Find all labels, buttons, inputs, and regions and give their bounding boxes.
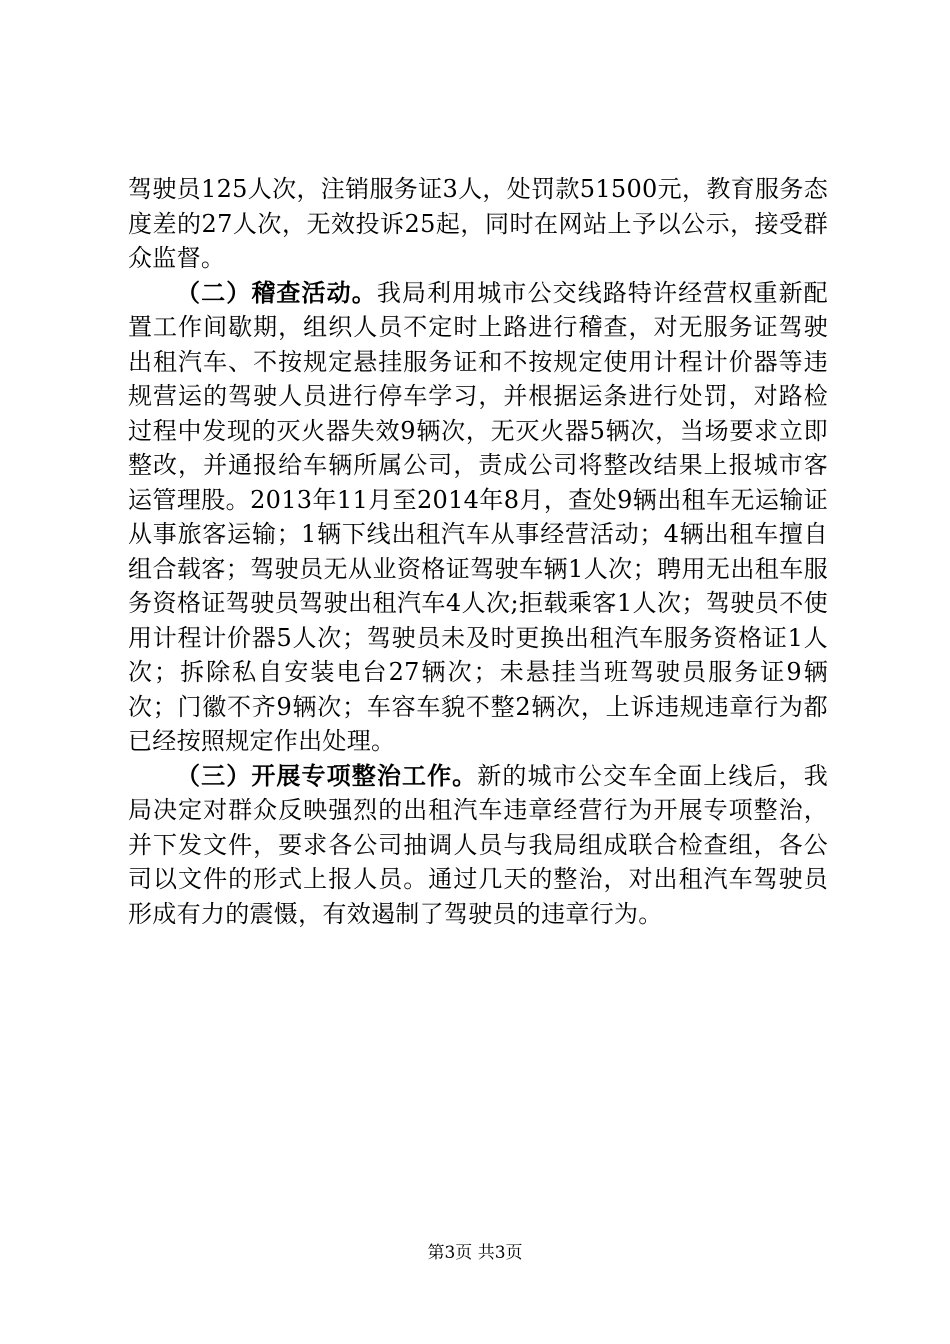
paragraph-2-heading: （二）稽查活动。 xyxy=(176,278,377,307)
paragraph-3-heading: （三）开展专项整治工作。 xyxy=(176,761,478,790)
paragraph-1-text: 驾驶员125人次，注销服务证3人，处罚款51500元，教育服务态度差的27人次，无效投诉25起，同时在网站上予以公示，接受群众监督。 xyxy=(128,175,828,272)
paragraph-1 xyxy=(128,172,828,276)
document-body xyxy=(128,172,828,931)
paragraph-3-text: 新的城市公交车全面上线后，我局决定对群众反映强烈的出租汽车违章经营行为开展专项整治，并下发文件，要求各公司抽调人员与我局组成联合检查组，各公司以文件的形式上报人员。通过几天的整治，对出租汽车驾驶员形成有力的震慑，有效遏制了驾驶员的违章行为。 xyxy=(128,761,828,928)
page-number-label: 第3页 共3页 xyxy=(427,1243,523,1263)
paragraph-3 xyxy=(128,759,828,932)
paragraph-2-text: 我局利用城市公交线路特许经营权重新配置工作间歇期，组织人员不定时上路进行稽查，对无服务证驾驶出租汽车、不按规定悬挂服务证和不按规定使用计程计价器等违规营运的驾驶人员进行停车学习，并根据运条进行处罚，对路检过程中发现的灭火器失效9辆次，无灭火器5辆次，当场要求立即整改，并通报给车辆所属公司，责成公司将整改结果上报城市客运管理股。2013年11月至2014年8月，查处9辆出租车无运输证从事旅客运输；1辆下线出租汽车从事经营活动；4辆出租车擅自组合载客；驾驶员无从业资格证驾驶车辆1人次；聘用无出租车服务资格证驾驶员驾驶出租汽车4人次;拒载乘客1人次；驾驶员不使用计程计价器5人次；驾驶员未及时更换出租汽车服务资格证1人次；拆除私自安装电台27辆次；未悬挂当班驾驶员服务证9辆次；门徽不齐9辆次；车容车貌不整2辆次，上诉违规违章行为都已经按照规定作出处理。 xyxy=(128,278,828,755)
page-footer xyxy=(0,1243,950,1263)
paragraph-2 xyxy=(128,276,828,759)
